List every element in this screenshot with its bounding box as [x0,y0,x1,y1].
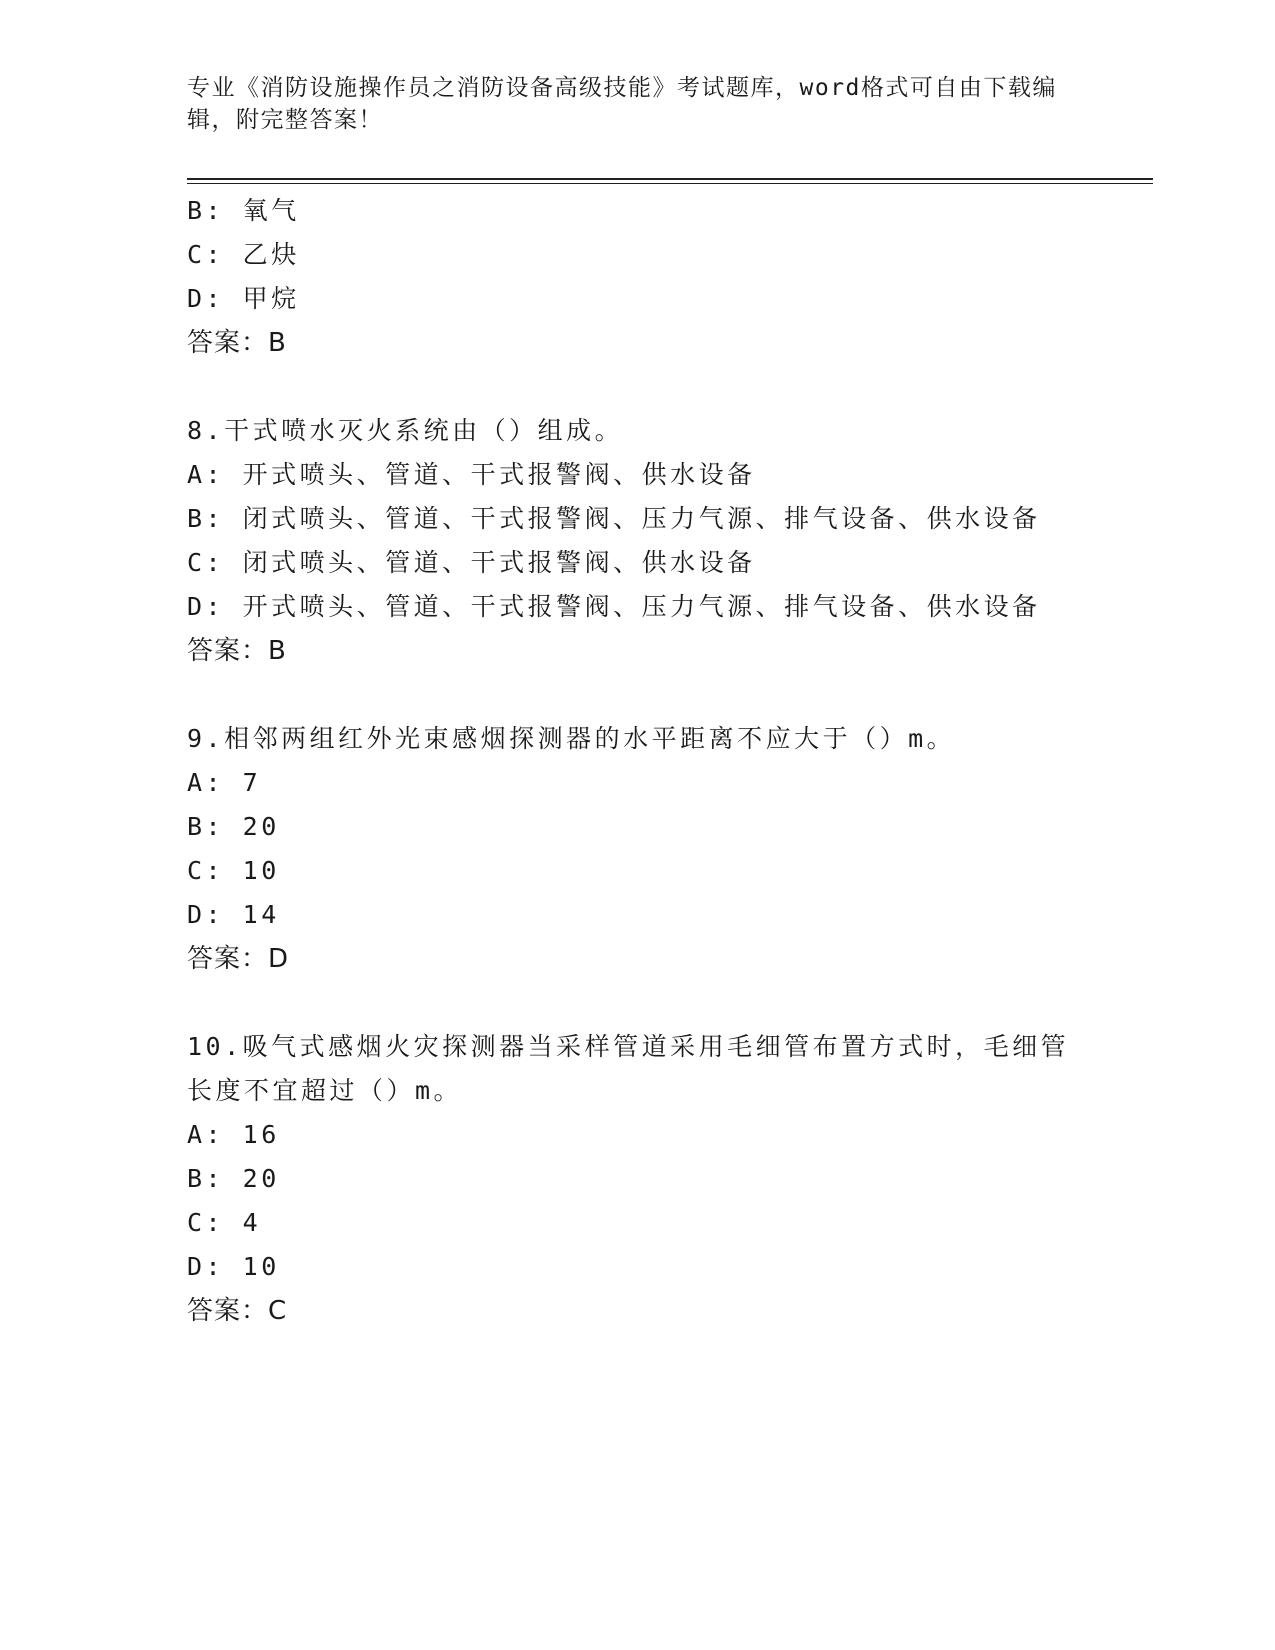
q8-option-c: C: 闭式喷头、管道、干式报警阀、供水设备 [187,548,756,577]
header-line-2: 辑，附完整答案！ [187,107,383,133]
q10-stem-line-1: 10.吸气式感烟火灾探测器当采样管道采用毛细管布置方式时，毛细管 [187,1032,1070,1061]
header-line-1: 专业《消防设施操作员之消防设备高级技能》考试题库，word格式可自由下载编 [187,75,1057,101]
q8-option-b: B: 闭式喷头、管道、干式报警阀、压力气源、排气设备、供水设备 [187,504,1041,533]
header-divider-thick [187,178,1153,180]
prev-answer: 答案：B [187,328,287,358]
prev-option-b: B: 氧气 [187,196,300,225]
q10-option-b: B: 20 [187,1164,280,1193]
q10-option-a: A: 16 [187,1120,280,1149]
q10-option-d: D: 10 [187,1252,280,1281]
q10-stem-line-2: 长度不宜超过（）m。 [187,1076,463,1105]
q9-option-a: A: 7 [187,768,262,797]
q9-answer: 答案：D [187,944,290,974]
q8-option-d: D: 开式喷头、管道、干式报警阀、压力气源、排气设备、供水设备 [187,592,1041,621]
q8-stem: 8.干式喷水灭火系统由（）组成。 [187,416,624,445]
header-divider-thin [187,183,1153,184]
q10-option-c: C: 4 [187,1208,262,1237]
q8-option-a: A: 开式喷头、管道、干式报警阀、供水设备 [187,460,756,489]
q8-answer: 答案：B [187,636,287,666]
q9-option-c: C: 10 [187,856,280,885]
q10-answer: 答案：C [187,1296,288,1326]
prev-option-c: C: 乙炔 [187,240,300,269]
prev-option-d: D: 甲烷 [187,284,300,313]
q9-stem: 9.相邻两组红外光束感烟探测器的水平距离不应大于（）m。 [187,724,956,753]
document-header [187,72,1067,136]
q9-option-b: B: 20 [187,812,280,841]
q9-option-d: D: 14 [187,900,280,929]
